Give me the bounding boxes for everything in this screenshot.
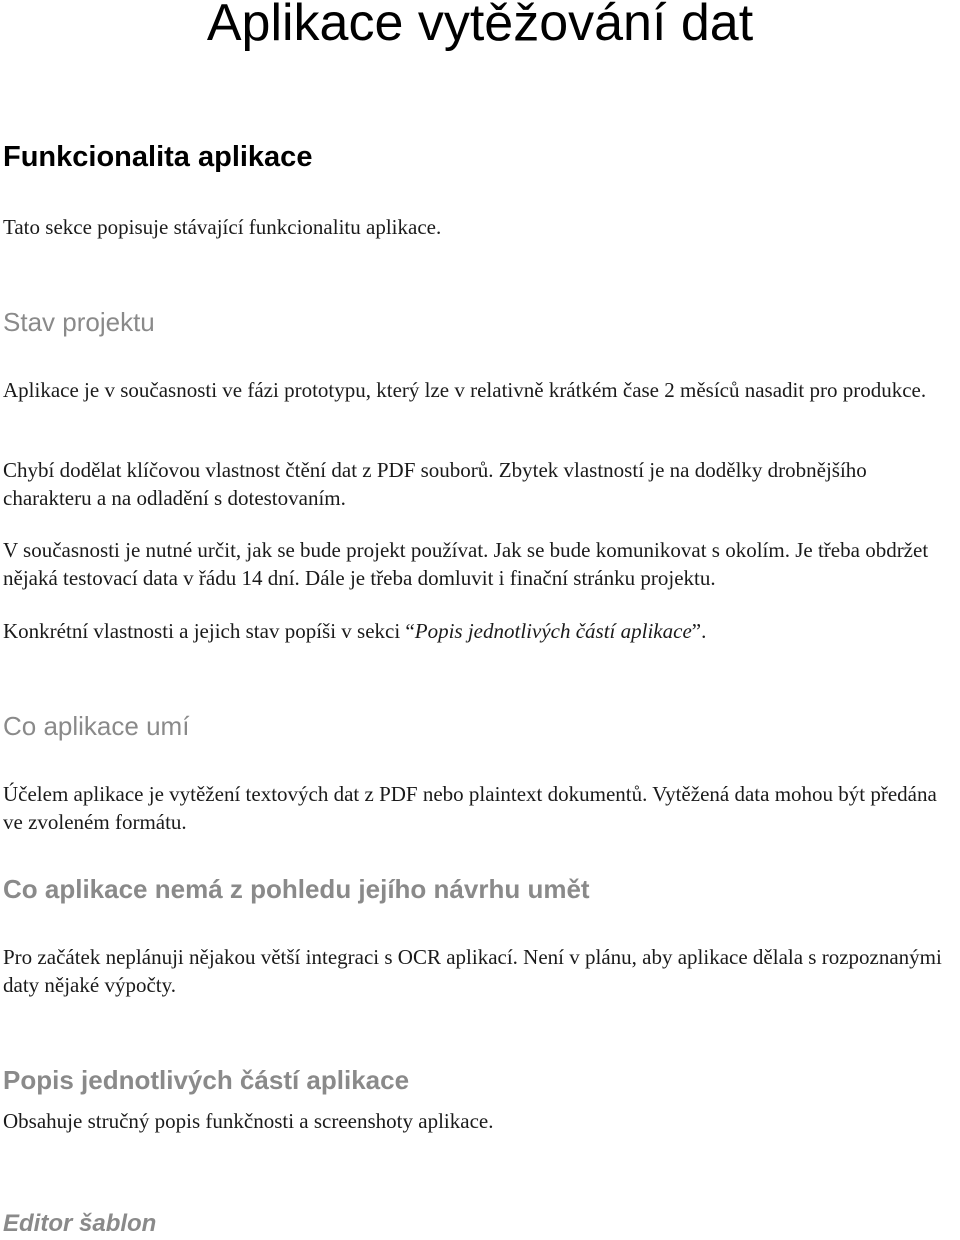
paragraph-stav-2: Chybí dodělat klíčovou vlastnost čtění dat z PDF souborů. Zbytek vlastností je na dodělky drobnějšího charakteru a na odladění s dotestovaním. xyxy=(3,458,867,510)
heading-co-aplikace-umi: Co aplikace umí xyxy=(3,711,190,741)
heading-funkcionalita: Funkcionalita aplikace xyxy=(3,141,313,173)
paragraph-umi: Účelem aplikace je vytěžení textových dat z PDF nebo plaintext dokumentů. Vytěžená data mohou být předána ve zvoleném formátu. xyxy=(3,782,937,834)
heading-editor-sablon: Editor šablon xyxy=(3,1210,157,1237)
paragraph-neumi: Pro začátek neplánuji nějakou větší integraci s OCR aplikací. Není v plánu, aby aplikace dělala s rozpoznanými daty nějaké výpočty. xyxy=(3,945,942,997)
heading-co-aplikace-nema-umet: Co aplikace nemá z pohledu jejího návrhu umět xyxy=(3,874,590,904)
paragraph-stav-1: Aplikace je v současnosti ve fázi prototypu, který lze v relativně krátkém čase 2 měsíců nasadit pro produkce. xyxy=(3,378,927,402)
paragraph-stav-3: V současnosti je nutné určit, jak se bude projekt používat. Jak se bude komunikovat s okolím. Je třeba obdržet nějaká testovací data v řádu 14 dní. Dále je třeba domluvit i finační stránku projektu. xyxy=(3,538,929,590)
heading-stav-projektu: Stav projektu xyxy=(3,307,155,337)
paragraph-stav-4-prefix: Konkrétní vlastnosti a jejich stav popíši v sekci “ xyxy=(3,619,415,643)
paragraph-stav-4 xyxy=(3,617,958,645)
document-title: Aplikace vytěžování dat xyxy=(206,0,754,52)
paragraph-stav-4-suffix: ”. xyxy=(691,619,707,643)
paragraph-popis: Obsahuje stručný popis funkčnosti a screenshoty aplikace. xyxy=(3,1109,494,1133)
section-reference-link[interactable]: Popis jednotlivých částí aplikace xyxy=(414,619,692,643)
heading-popis-casti: Popis jednotlivých částí aplikace xyxy=(3,1065,410,1095)
paragraph-funkcionalita: Tato sekce popisuje stávající funkcionalitu aplikace. xyxy=(3,215,442,239)
